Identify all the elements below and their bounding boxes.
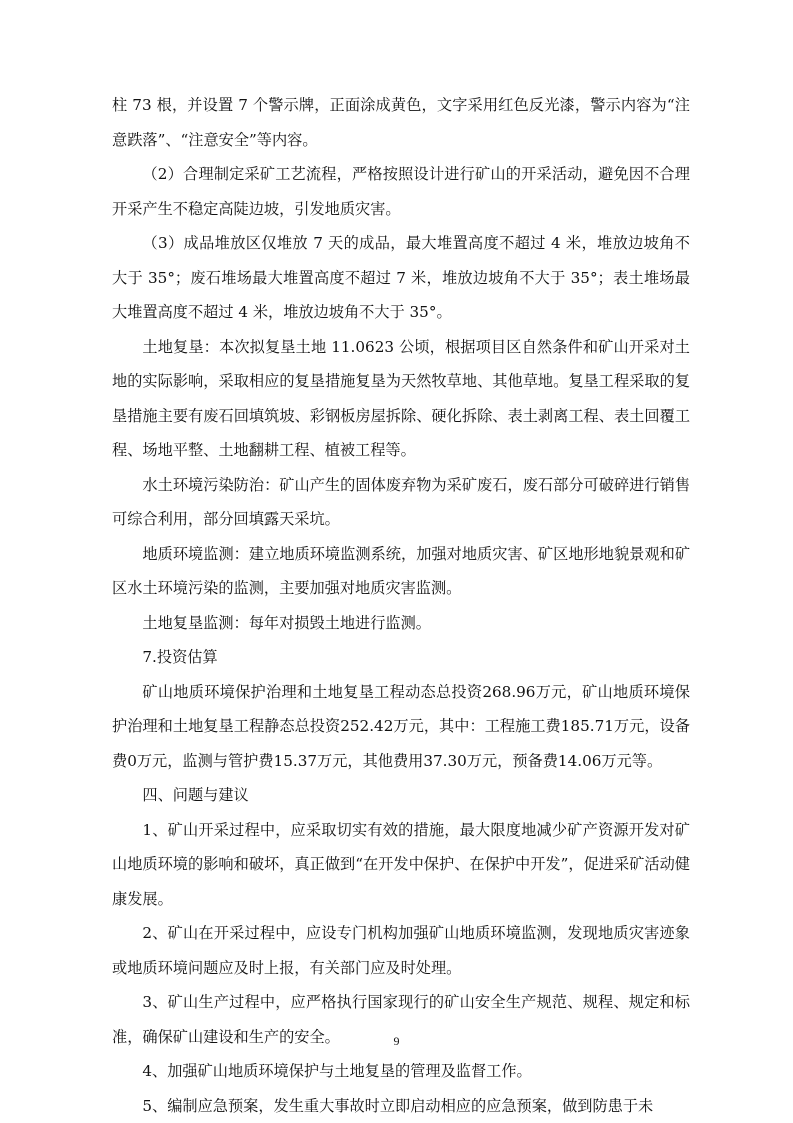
paragraph-item-3: （3）成品堆放区仅堆放 7 天的成品，最大堆置高度不超过 4 米，堆放边坡角不大于 35°；废石堆场最大堆置高度不超过 7 米，堆放边坡角不大于 35°；表土堆场最大堆置高度不超过 4 米，堆放边坡角不大于 35°。: [112, 226, 690, 330]
section-heading-investment: 7.投资估算: [112, 640, 690, 675]
suggestion-item-4: 4、加强矿山地质环境保护与土地复垦的管理及监督工作。: [112, 1054, 690, 1089]
paragraph-land-reclamation: 土地复垦：本次拟复垦土地 11.0623 公顷，根据项目区自然条件和矿山开采对土地的实际影响，采取相应的复垦措施复垦为天然牧草地、其他草地。复垦工程采取的复垦措施主要有废石回填筑坡、彩钢板房屋拆除、硬化拆除、表土剥离工程、表土回覆工程、场地平整、土地翻耕工程、植被工程等。: [112, 330, 690, 468]
section-heading-suggestions: 四、问题与建议: [112, 778, 690, 813]
paragraph-item-2: （2）合理制定采矿工艺流程，严格按照设计进行矿山的开采活动，避免因不合理开采产生不稳定高陡边坡，引发地质灾害。: [112, 157, 690, 226]
page-number: 9: [0, 1034, 793, 1049]
suggestion-item-1: 1、矿山开采过程中，应采取切实有效的措施，最大限度地减少矿产资源开发对矿山地质环境的影响和破坏，真正做到“在开发中保护、在保护中开发”，促进采矿活动健康发展。: [112, 813, 690, 917]
paragraph-continuation: 柱 73 根，并设置 7 个警示牌，正面涂成黄色，文字采用红色反光漆，警示内容为“注意跌落”、“注意安全”等内容。: [112, 88, 690, 157]
paragraph-geo-monitoring: 地质环境监测：建立地质环境监测系统，加强对地质灾害、矿区地形地貌景观和矿区水土环境污染的监测，主要加强对地质灾害监测。: [112, 537, 690, 606]
suggestion-item-3: 3、矿山生产过程中，应严格执行国家现行的矿山安全生产规范、规程、规定和标准，确保矿山建设和生产的安全。: [112, 985, 690, 1054]
document-body: [112, 88, 690, 1123]
suggestion-item-2: 2、矿山在开采过程中，应设专门机构加强矿山地质环境监测，发现地质灾害迹象或地质环境问题应及时上报，有关部门应及时处理。: [112, 916, 690, 985]
paragraph-reclamation-monitoring: 土地复垦监测：每年对损毁土地进行监测。: [112, 606, 690, 641]
suggestion-item-5: 5、编制应急预案，发生重大事故时立即启动相应的应急预案，做到防患于未: [112, 1089, 690, 1123]
paragraph-investment: 矿山地质环境保护治理和土地复垦工程动态总投资268.96万元，矿山地质环境保护治理和土地复垦工程静态总投资252.42万元，其中：工程施工费185.71万元，设备费0万元，监测与管护费15.37万元，其他费用37.30万元，预备费14.06万元等。: [112, 675, 690, 779]
paragraph-pollution-control: 水土环境污染防治：矿山产生的固体废弃物为采矿废石，废石部分可破碎进行销售可综合利用，部分回填露天采坑。: [112, 468, 690, 537]
